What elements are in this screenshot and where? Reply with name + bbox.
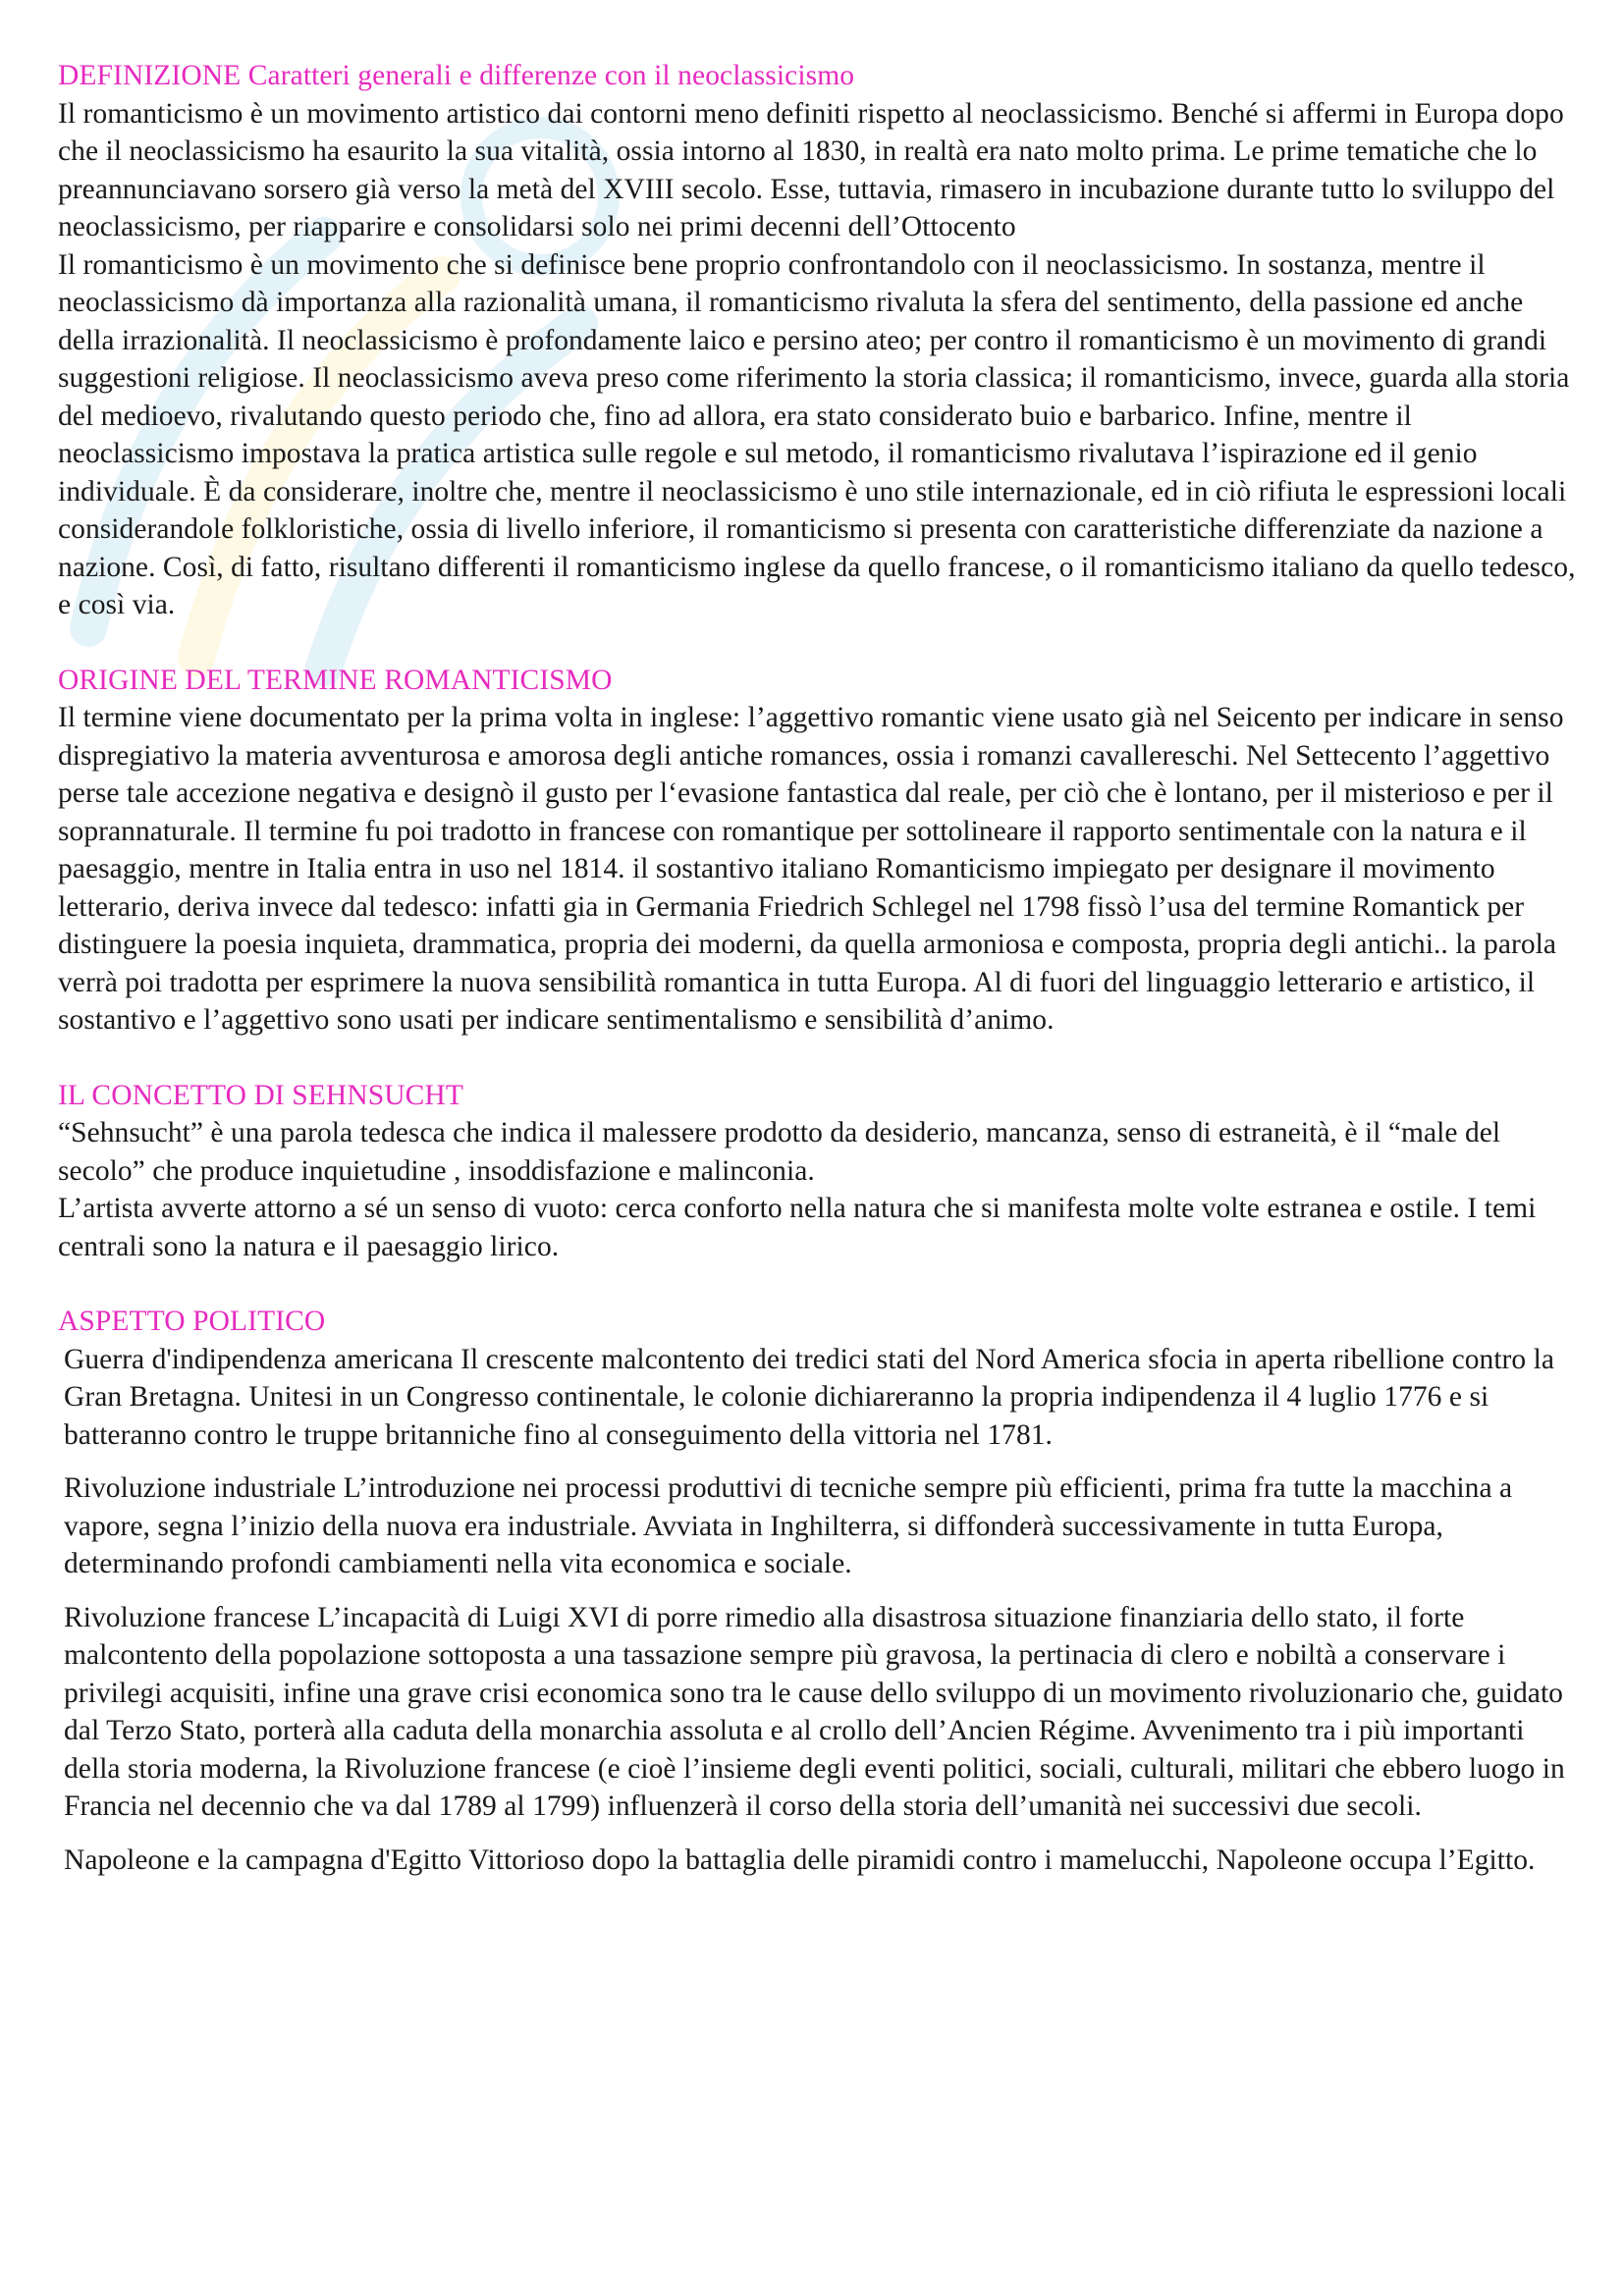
section-paragraph: Il romanticismo è un movimento che si definisce bene proprio confrontandolo con il neoclassicismo. In sostanza, mentre il neoclassicismo dà importanza alla razionalità umana, il romanticismo rivaluta la sfera del sentimento, della passione ed anche della irrazionalità. Il neoclassicismo è profondamente laico e persino ateo; per contro il romanticismo è un movimento di grandi suggestioni religiose. Il neoclassicismo aveva preso come riferimento la storia classica; il romanticismo, invece, guarda alla storia del medioevo, rivalutando questo periodo che, fino ad allora, era stato considerato buio e barbarico. Infine, mentre il neoclassicismo impostava la pratica artistica sulle regole e sul metodo, il romanticismo rivalutava l’ispirazione ed il genio individuale. È da considerare, inoltre che, mentre il neoclassicismo è uno stile internazionale, ed in ciò rifiuta le espressioni locali considerandole folkloristiche, ossia di livello inferiore, il romanticismo si presenta con caratteristiche differenziate da nazione a nazione. Così, di fatto, risultano differenti il romanticismo inglese da quello francese, o il romanticismo italiano da quello tedesco, e così via. bbox=[58, 248, 1576, 620]
section-paragraph: Rivoluzione industriale L’introduzione nei processi produttivi di tecniche sempre più efficienti, prima fra tutte la macchina a vapore, segna l’inizio della nuova era industriale. Avviata in Inghilterra, si diffonderà successivamente in tutta Europa, determinando profondi cambiamenti nella vita economica e sociale. bbox=[64, 1472, 1513, 1579]
document-page bbox=[58, 57, 1578, 1916]
section-paragraph: L’artista avverte attorno a sé un senso di vuoto: cerca conforto nella natura che si manifesta molte volte estranea e ostile. I temi centrali sono la natura e il paesaggio lirico. bbox=[58, 1193, 1537, 1262]
section-heading: IL CONCETTO DI SEHNSUCHT bbox=[58, 1079, 463, 1111]
section-paragraph: Napoleone e la campagna d'Egitto Vittorioso dopo la battaglia delle piramidi contro i mamelucchi, Napoleone occupa l’Egitto. bbox=[64, 1843, 1536, 1876]
section-heading: ASPETTO POLITICO bbox=[58, 1306, 326, 1337]
section-origine bbox=[58, 662, 1578, 1040]
section-definizione bbox=[58, 57, 1578, 624]
section-paragraph: Il termine viene documentato per la prima volta in inglese: l’aggettivo romantic viene usato già nel Seicento per indicare in senso dispregiativo la materia avventurosa e amorosa degli antiche romances, ossia i romanzi cavallereschi. Nel Settecento l’aggettivo perse tale accezione negativa e designò il gusto per l‘evasione fantastica dal reale, per ciò che è lontano, per il misterioso e per il soprannaturale. Il termine fu poi tradotto in francese con romantique per sottolineare il rapporto sentimentale con la natura e il paesaggio, mentre in Italia entra in uso nel 1814. il sostantivo italiano Romanticismo impiegato per designare il movimento letterario, deriva invece dal tedesco: infatti gia in Germania Friedrich Schlegel nel 1798 fissò l’usa del termine Romantick per distinguere la poesia inquieta, drammatica, propria dei moderni, da quella armoniosa e composta, propria degli antichi.. la parola verrà poi tradotta per esprimere la nuova sensibilità romantica in tutta Europa. Al di fuori del linguaggio letterario e artistico, il sostantivo e l’aggettivo sono usati per indicare sentimentalismo e sensibilità d’animo. bbox=[58, 702, 1564, 1036]
section-heading: DEFINIZIONE Caratteri generali e differenze con il neoclassicismo bbox=[58, 60, 855, 91]
section-sehnsucht bbox=[58, 1077, 1578, 1266]
section-paragraph: Il romanticismo è un movimento artistico dai contorni meno definiti rispetto al neoclassicismo. Benché si affermi in Europa dopo che il neoclassicismo ha esaurito la sua vitalità, ossia intorno al 1830, in realtà era nato molto prima. Le prime tematiche che lo preannunciavano sorsero già verso la metà del XVIII secolo. Esse, tuttavia, rimasero in incubazione durante tutto lo sviluppo del neoclassicismo, per riapparire e consolidarsi solo nei primi decenni dell’Ottocento bbox=[58, 97, 1564, 242]
section-heading: ORIGINE DEL TERMINE ROMANTICISMO bbox=[58, 664, 613, 696]
section-paragraph: “Sehnsucht” è una parola tedesca che indica il malessere prodotto da desiderio, mancanza, senso di estraneità, è il “male del secolo” che produce inquietudine , insoddisfazione e malinconia. bbox=[58, 1117, 1501, 1187]
section-paragraph: Guerra d'indipendenza americana Il crescente malcontento dei tredici stati del Nord America sfocia in aperta ribellione contro la Gran Bretagna. Unitesi in un Congresso continentale, le colonie dichiareranno la propria indipendenza il 4 luglio 1776 e si batteranno contro le truppe britanniche fino al conseguimento della vittoria nel 1781. bbox=[64, 1343, 1555, 1451]
section-aspetto-politico bbox=[58, 1303, 1578, 1879]
section-paragraph: Rivoluzione francese L’incapacità di Luigi XVI di porre rimedio alla disastrosa situazione finanziaria dello stato, il forte malcontento della popolazione sottoposta a una tassazione sempre più gravosa, la pertinacia di clero e nobiltà a conservare i privilegi acquisiti, infine una grave crisi economica sono tra le cause dello sviluppo di un movimento rivoluzionario che, guidato dal Terzo Stato, porterà alla caduta della monarchia assoluta e al crollo dell’Ancien Régime. Avvenimento tra i più importanti della storia moderna, la Rivoluzione francese (e cioè l’insieme degli eventi politici, sociali, culturali, militari che ebbero luogo in Francia nel decennio che va dal 1789 al 1799) influenzerà il corso della storia dell’umanità nei successivi due secoli. bbox=[64, 1601, 1565, 1822]
